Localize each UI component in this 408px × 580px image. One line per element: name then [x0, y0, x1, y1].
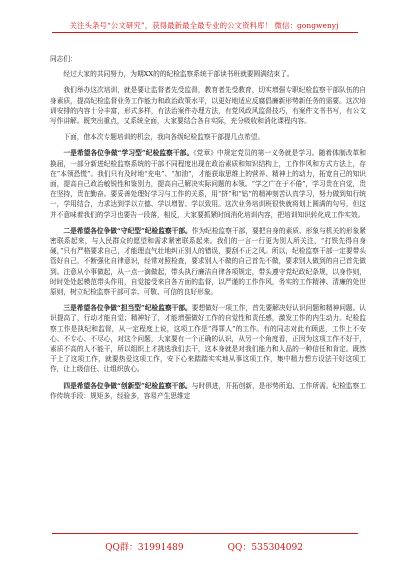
- footer-qq-group: QQ群：31991489: [105, 543, 184, 553]
- section-body: 要想做好一项工作，首先要解决好认识问题和精神问题。认识提高了，行动才能自觉；精神好了，才能增强做好工作的自觉性和责任感，激发工作的内生动力。纪检监察工作是执纪和监督，从一定程度上说，这项工作是“得罪人”的工作。有的同志对此有顾虑，工作上不安心、不专心、不尽心，对这个问题，大家要有一个正确的认识，从另一个角度看，正因为这项工作不好干，素质不高的人不能干，所以组织上才挑选我们去干，这本身就是对我们能力和人品的一种信任和肯定。既然干上了这项工作，就要热爱这项工作，安下心来踏踏实实地从事这项工作，集中精力想方设法干好这项工作，让上级信任、让组织放心。: [50, 304, 366, 374]
- paragraph: 经过大家的共同努力，为期XX的的纪检监察系统干部读书班就要圆满结束了。: [63, 70, 294, 79]
- section-heading: 一是希望各位争做“学习型”纪检监察干部。: [63, 149, 194, 158]
- section-2: [50, 226, 366, 297]
- document-body: [50, 54, 366, 407]
- paragraph: 我们举办这次培训，就是要让监督者先受监督，教育者先受教育，切实增强专职纪检监察干部队伍的自身素质，提高纪检监督业务工作能力和政治政策水平，以更好地适应反腐倡廉新形势新任务的需要。这次培训安排的内容十分丰富，形式多样，有法治案件办理方法，有党风政风监督技巧，有案件文书书写，有公文写作讲解。既突出重点，又系统全面，大家要结合各自实际，充分吸收和消化课程内容。: [50, 86, 366, 126]
- section-body: 《党章》中规定党员的第一义务就是学习。随着体制改革和换届，一部分新进纪检监察系统的干部不同程度出现在政治素质和知识结构上，工作作风和方式方法上，存在“本领恐慌”。我们只有及时地“充电”、“加油”，才能获取思维上的营养、精神上的动力，拓宽自己的知识面，提高自己政治敏锐性和鉴别力，提高自己解决实际问题的本领。“学之广在于不倦”，学习贵在自觉，贵在坚持，贵在勤奋。要妥善处理好学习与工作的关系，用“挤”和“钻”的精神刻苦认真学习，努力做到知行统一，学用结合，力求达到学以立德、学以增智、学以致用。这次业务培训班很快就将划上圆满的句号，但这并不意味着我们的学习也要告一段落，相反，大家要抓紧时间消化培训内容，把培训知识转化成工作实效。: [50, 149, 366, 219]
- section-body: 与时俱进，开拓创新，是形势所迫、工作所需。纪检监察工作传统手段：规矩多，经验多，容易产生思维定: [50, 381, 366, 400]
- footer-divider: [52, 533, 358, 534]
- paragraph: 下面，借本次专题培训的机会，我向各级纪检监察干部提几点希望。: [63, 133, 265, 142]
- section-heading: 三是希望各位争做“担当型”纪检监察干部。: [63, 304, 192, 313]
- section-heading: 四是希望各位争做“创新型”纪检监察干部。: [63, 381, 192, 390]
- section-3: [50, 303, 366, 374]
- banner-divider: [52, 32, 358, 33]
- salutation: 同志们：: [50, 55, 77, 63]
- section-4: [50, 381, 366, 401]
- footer-qq-number: QQ：535304092: [227, 543, 303, 553]
- section-1: [50, 148, 366, 219]
- footer: [0, 540, 408, 553]
- banner-text: 关注头条号“公文研究”，获得最新最全最专业的公文资料库！ 微信：gongwenyj: [69, 21, 339, 30]
- section-heading: 二是希望各位争做“守纪型”纪检监察干部。: [63, 226, 192, 235]
- section-body: 作为纪检监察干部，要把自身的素质、形象与机关的形象紧密联系起来，与人民群众的愿望和需求紧密联系起来。我们的一言一行更为别人所关注，“打铁先得自身硬，”只有严格要求自己，才能理直气壮地纠正别人的错误，要刮不正之风。所以，纪检监察干部一定要带头管好自己，不断强化自律意识，经常对照检查，要求别人不做的自己首先不做，要求别人做到的自己首先做到。注意从小事做起，从一点一滴做起，带头执行廉洁自律各项规定，带头遵守党纪政纪条规，以身作则，时时处处起模范带头作用，自觉接受来自各方面的监督，以严谨的工作作风，务实的工作精神、清廉的处世原则，树立纪检监察干部可亲、可敬、可信的良好形象。: [50, 226, 366, 297]
